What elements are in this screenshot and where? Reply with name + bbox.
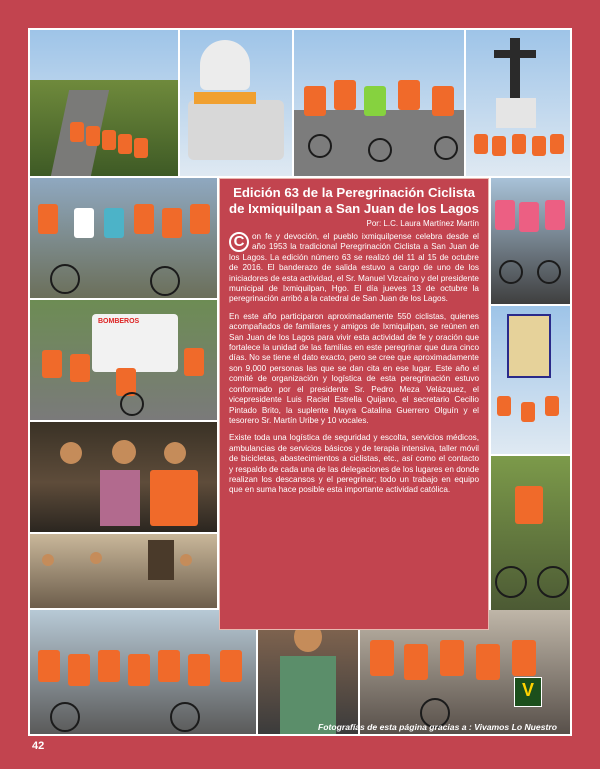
photo-float-truck	[180, 30, 292, 176]
photo-group-with-bikes	[30, 178, 217, 298]
photo-pink-vest-group	[491, 178, 570, 304]
photo-credit: Fotografías de esta página gracias a : Vivamos Lo Nuestro	[318, 722, 557, 732]
photo-banner-virgin	[491, 306, 570, 454]
page-number: 42	[32, 740, 45, 752]
ambulance-label: BOMBEROS	[98, 318, 140, 325]
article-byline: Por: L.C. Laura Martínez Martín	[366, 219, 479, 228]
photo-cyclists-highway	[294, 30, 464, 176]
photo-cristo-statue	[466, 30, 570, 176]
photo-church-visit	[30, 534, 217, 608]
article-paragraph-1	[229, 232, 479, 305]
photo-road-procession	[30, 30, 178, 176]
vivamos-lo-nuestro-logo: V	[514, 677, 542, 707]
drop-cap: C	[229, 232, 249, 252]
article-paragraph-2: En este año participaron aproximadamente 550 ciclistas, quienes acompañados de familiares y amigos de Ixmiquilpan, se reúnen en San Juan de los Lagos para vivir esta actividad de fe y oración que fortalece la unidad de las familias en este peregrinar que dura cinco días. No se tiene el dato exacto, pero se cree que aproximadamente son 9,000 personas las que se dan cita en ese lugar. Este año el comité de organización y logística de esta peregrinación estuvo conformado por el presidente Sr. Pedro Meza Velázquez, el vicepresidente Luis Raciel Estrella Quijano, el secretario Cecilio Pintado Brito, la suplente Mayra Catalina Guerrero Olguín y el tesorero Sr. Martín Uribe y 10 vocales.	[229, 311, 479, 425]
article-paragraph-3: Existe toda una logística de seguridad y escolta, servicios médicos, ambulancias de servicios básicos y de terapia intensiva, taller móvil de bicicletas, abastecimientos a ciclistas, etc., así como el contacto y respaldo de cada una de las delegaciones de los lugares en donde realizan los descansos y el peregrinar; todo un trabajo en equipo que en suma hace posible esta importante actividad católica.	[229, 433, 479, 495]
photo-lone-cyclist	[491, 456, 570, 610]
article-box	[219, 178, 489, 630]
magazine-page	[28, 28, 572, 736]
photo-families-crowd	[30, 422, 217, 532]
article-title: Edición 63 de la Peregrinación Ciclista de Ixmiquilpan a San Juan de los Lagos	[229, 185, 479, 216]
photo-ambulance	[30, 300, 217, 420]
paragraph-1-text: on fe y devoción, el pueblo ixmiquilpense celebra desde el año 1953 la tradicional Peregrinación Ciclista a San Juan de los Lagos. La edición número 63 se realizó del 11 al 15 de octubre de 2016. El banderazo de salida estuvo a cargo de uno de los iniciadores de esta actividad, el Sr. Manuel Vizcaíno y del presidente municipal de Ixmiquilpan, Hgo. El día jueves 13 de octubre la peregrinación arribó a la catedral de San Juan de los Lagos.	[229, 232, 479, 304]
